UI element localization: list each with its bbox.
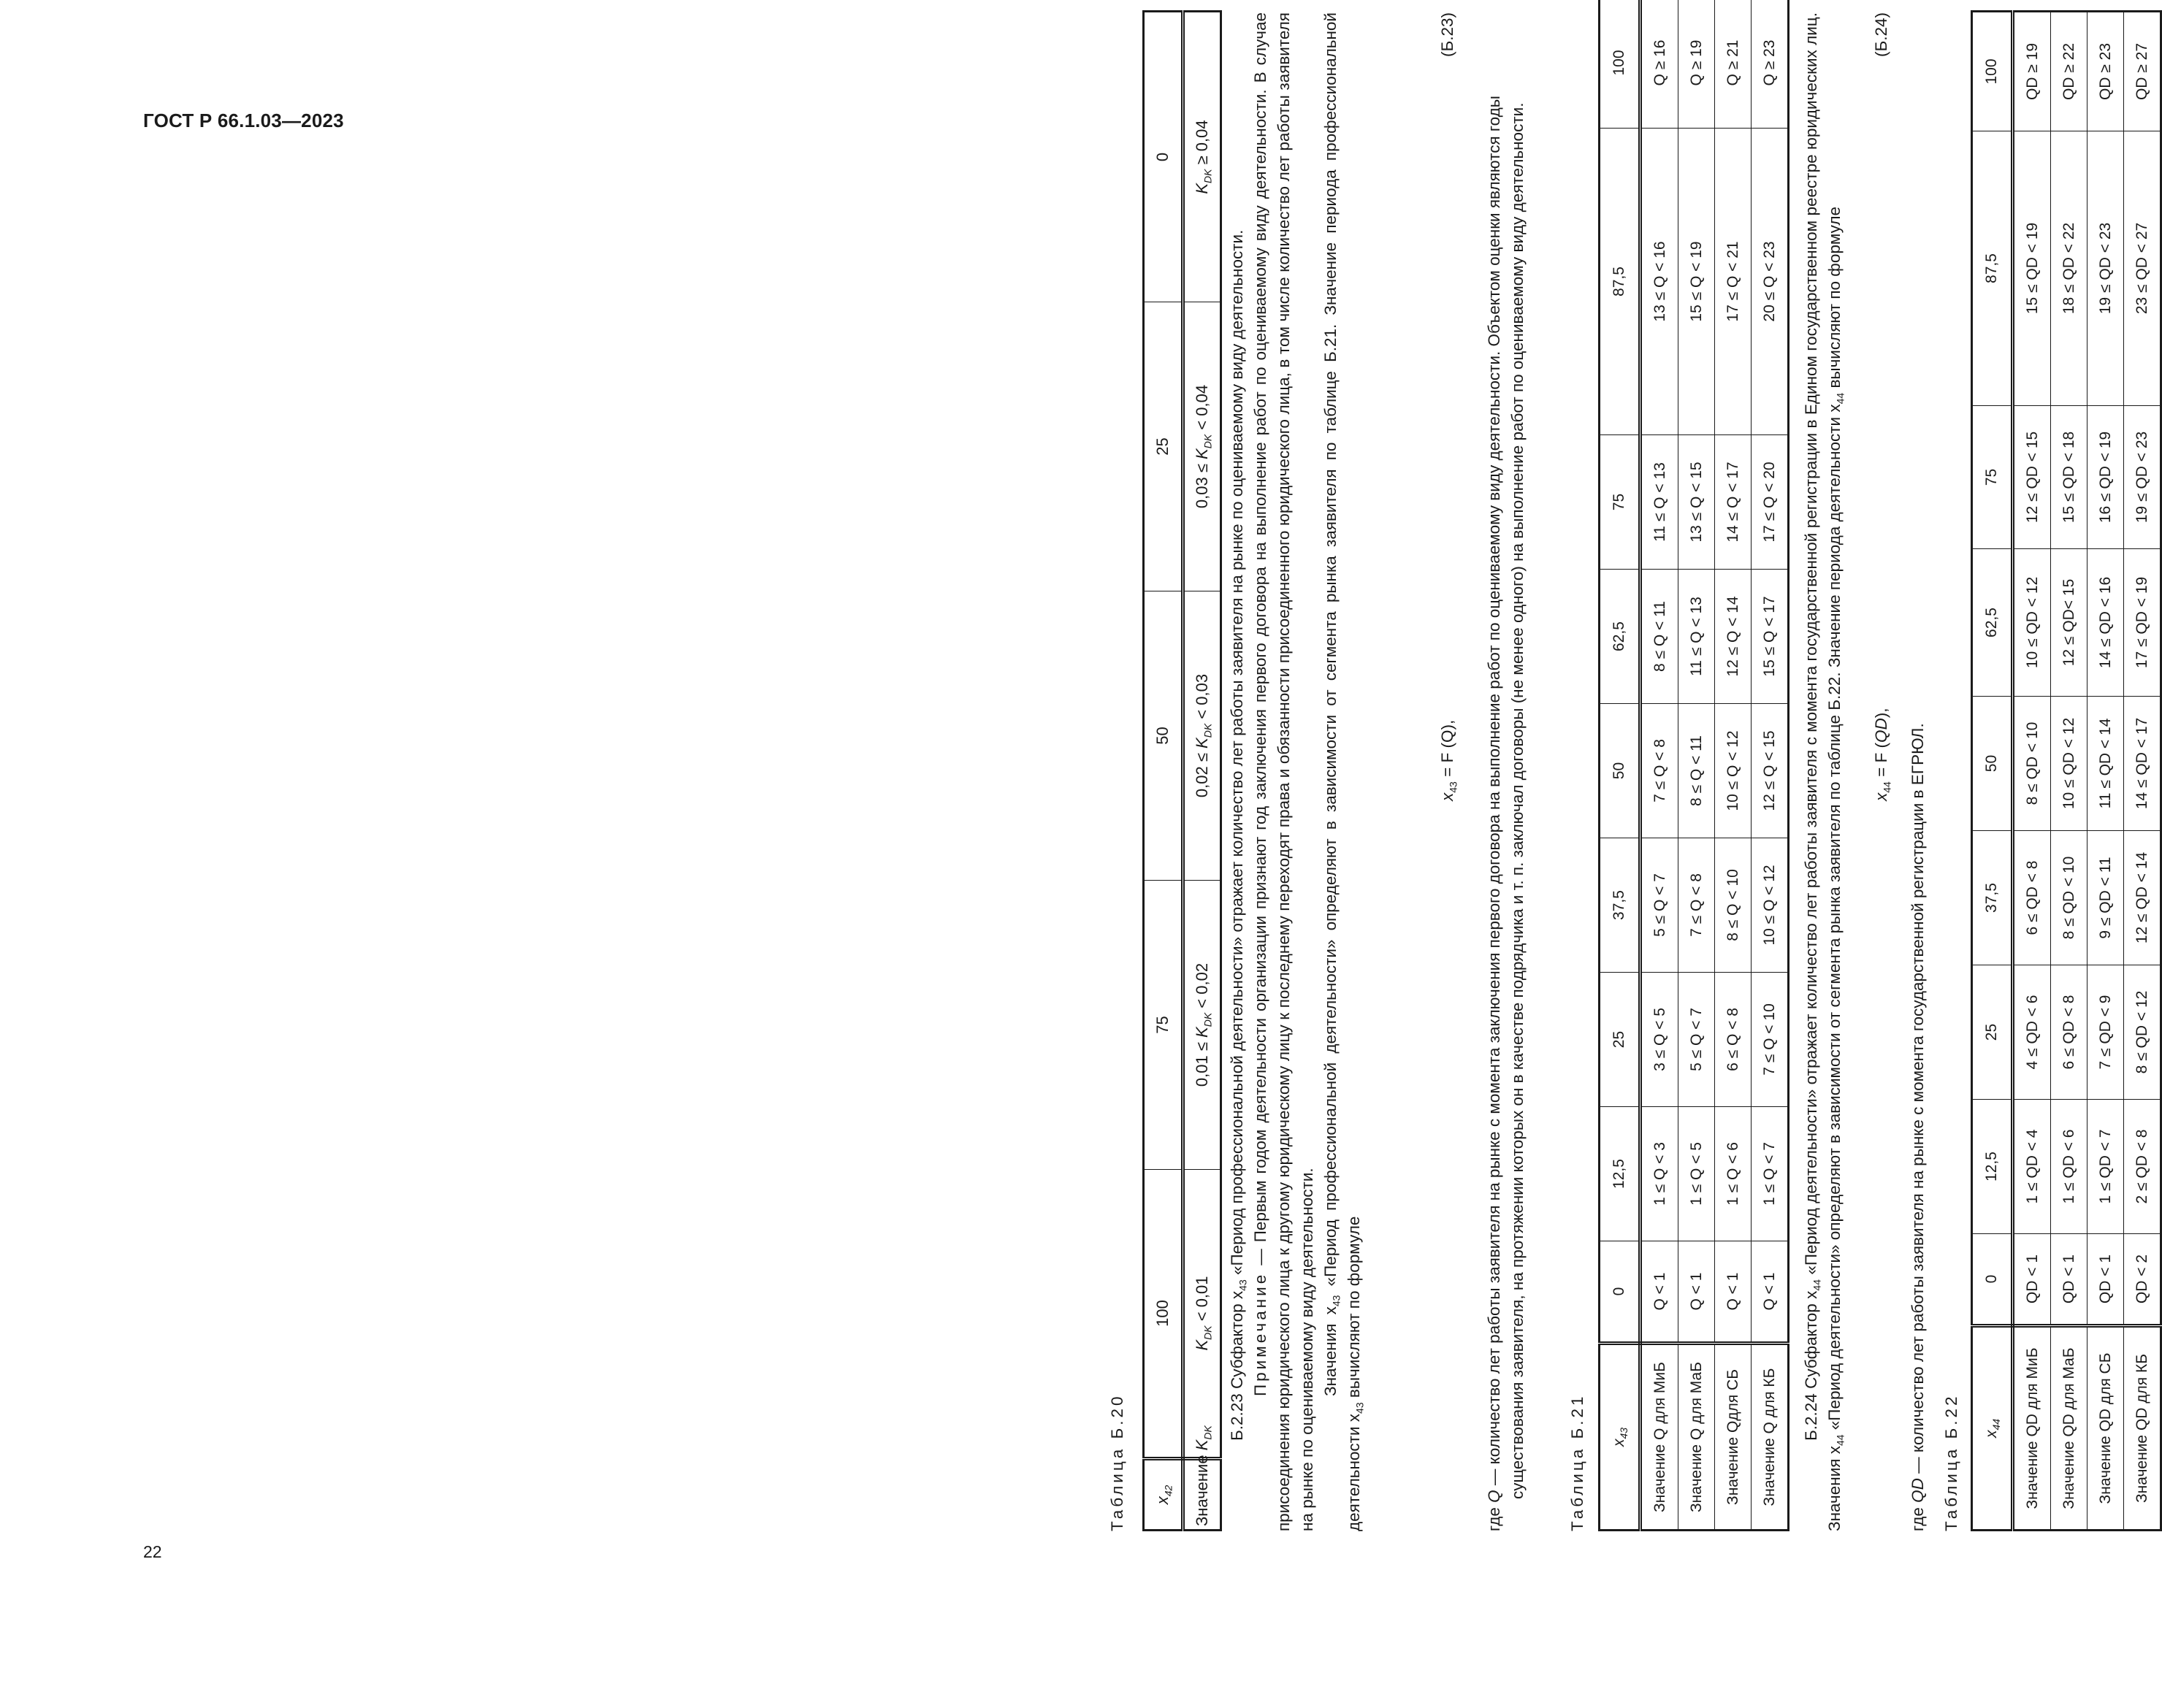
table-b20-score: 75 bbox=[1144, 881, 1183, 1170]
table-row bbox=[1715, 0, 1752, 1531]
table-b21-cell: 11 ≤ Q < 13 bbox=[1640, 435, 1678, 570]
table-b22-cell: 2 ≤ QD < 8 bbox=[2124, 1100, 2161, 1234]
table-b21-score: 25 bbox=[1600, 973, 1640, 1107]
table-b22-score: 87,5 bbox=[1972, 131, 2013, 406]
table-b22-header-row bbox=[1972, 12, 2013, 1531]
table-b20 bbox=[1142, 10, 1222, 1531]
table-b22-score: 37,5 bbox=[1972, 831, 2013, 965]
table-b22-score: 12,5 bbox=[1972, 1100, 2013, 1234]
table-b20-score: 0 bbox=[1144, 12, 1183, 302]
table-b21-cell: 1 ≤ Q < 3 bbox=[1640, 1107, 1678, 1241]
table-b22-cell: 19 ≤ QD < 23 bbox=[2124, 406, 2161, 549]
table-b21-cell: 14 ≤ Q < 17 bbox=[1715, 435, 1752, 570]
table-b21-cell: 17 ≤ Q < 21 bbox=[1715, 129, 1752, 435]
table-b20-caption: Таблица Б.20 bbox=[1108, 1393, 1126, 1531]
table-b21-score: 0 bbox=[1600, 1241, 1640, 1344]
formula-b24 bbox=[1870, 12, 1893, 1531]
table-b22-cell: 10 ≤ QD < 12 bbox=[2051, 697, 2087, 831]
table-b22-cell: QD < 1 bbox=[2087, 1234, 2124, 1326]
table-row bbox=[2051, 12, 2087, 1531]
table-b22-cell: 8 ≤ QD < 12 bbox=[2124, 965, 2161, 1100]
table-b21-cell: 17 ≤ Q < 20 bbox=[1752, 435, 1789, 570]
table-b21-cell: 13 ≤ Q < 15 bbox=[1678, 435, 1715, 570]
table-b22-cell: 16 ≤ QD < 19 bbox=[2087, 406, 2124, 549]
table-b21-cell: 7 ≤ Q < 8 bbox=[1640, 704, 1678, 838]
table-b22-score: 0 bbox=[1972, 1234, 2013, 1326]
table-b21-cell: 5 ≤ Q < 7 bbox=[1640, 838, 1678, 973]
table-b21-cell: Q ≥ 16 bbox=[1640, 0, 1678, 129]
table-b21-cell: 12 ≤ Q < 14 bbox=[1715, 570, 1752, 704]
table-b22-cell: 6 ≤ QD < 8 bbox=[2013, 831, 2051, 965]
section-b223-note: Примечание — Первым годом деятельности организации признают год заключения первого договора на выполнение работ по оцениваемому виду деятельности. В случае присоединения юридического лица к другому юридическому лицу к последнему переходят права и обязанности присоединенного юридического лица, в том числе количество лет работы заявителя на рынке по оцениваемому виду деятельности. bbox=[1251, 12, 1316, 1531]
formula-b24-where bbox=[1906, 12, 1930, 1531]
table-b22-cell: QD < 2 bbox=[2124, 1234, 2161, 1326]
table-b20-score: 25 bbox=[1144, 302, 1183, 591]
table-b22-cell: 17 ≤ QD < 19 bbox=[2124, 549, 2161, 697]
table-b21-cell: 10 ≤ Q < 12 bbox=[1715, 704, 1752, 838]
table-b22-cell: 8 ≤ QD < 10 bbox=[2051, 831, 2087, 965]
table-b21-cell: 12 ≤ Q < 15 bbox=[1752, 704, 1789, 838]
table-b21-header-row bbox=[1600, 0, 1640, 1531]
table-b21-row-label: Значение Q для КБ bbox=[1752, 1344, 1789, 1531]
table-b21-score: 62,5 bbox=[1600, 570, 1640, 704]
table-b20-cell: $0,02 \le K_{DK} < 0,03$ bbox=[1183, 591, 1221, 881]
table-b22-row-label: Значение QD для МаБ bbox=[2051, 1326, 2087, 1531]
table-row bbox=[1752, 0, 1789, 1531]
table-b21-cell: 7 ≤ Q < 8 bbox=[1678, 838, 1715, 973]
table-b21-score: 12,5 bbox=[1600, 1107, 1640, 1241]
table-row bbox=[2124, 12, 2161, 1531]
table-b22-cell: 8 ≤ QD < 10 bbox=[2013, 697, 2051, 831]
table-b22-cell: 12 ≤ QD< 15 bbox=[2051, 549, 2087, 697]
table-b20-value-row bbox=[1183, 12, 1221, 1531]
table-b22-cell: 14 ≤ QD < 16 bbox=[2087, 549, 2124, 697]
formula-b23-expression: $x_{43} = F$ (Q), bbox=[1438, 719, 1459, 801]
section-b223-paragraph: Значения $x_{43}$ «Период профессиональной деятельности» определяют в зависимости от сегмента рынка заявителя по таблице Б.21. Значение периода профессиональной деятельности $x_{43}$ вычисляют по формуле bbox=[1321, 12, 1366, 1531]
table-b22-x-label: $x_{44}$ bbox=[1972, 1326, 2013, 1531]
table-b21-cell: Q ≥ 19 bbox=[1678, 0, 1715, 129]
table-b22-cell: QD ≥ 23 bbox=[2087, 12, 2124, 131]
table-b22-cell: QD < 1 bbox=[2051, 1234, 2087, 1326]
table-b21-cell: Q < 1 bbox=[1678, 1241, 1715, 1344]
table-b21-cell: 1 ≤ Q < 5 bbox=[1678, 1107, 1715, 1241]
table-row bbox=[2087, 12, 2124, 1531]
formula-b23-where bbox=[1483, 12, 1529, 1531]
table-b22-score: 62,5 bbox=[1972, 549, 2013, 697]
table-b20-score: 50 bbox=[1144, 591, 1183, 881]
table-b22-cell: 12 ≤ QD < 14 bbox=[2124, 831, 2161, 965]
table-b21-x-label: $x_{43}$ bbox=[1600, 1344, 1640, 1531]
table-b22-cell: 6 ≤ QD < 8 bbox=[2051, 965, 2087, 1100]
formula-b23 bbox=[1436, 12, 1459, 1531]
table-b21-cell: 8 ≤ Q < 11 bbox=[1678, 704, 1715, 838]
table-b21 bbox=[1598, 0, 1789, 1531]
table-b21-cell: Q ≥ 23 bbox=[1752, 0, 1789, 129]
table-b21-cell: 6 ≤ Q < 8 bbox=[1715, 973, 1752, 1107]
table-b22-cell: 15 ≤ QD < 19 bbox=[2013, 131, 2051, 406]
table-b21-cell: 15 ≤ Q < 17 bbox=[1752, 570, 1789, 704]
table-b22-cell: QD ≥ 22 bbox=[2051, 12, 2087, 131]
table-b22-cell: 11 ≤ QD < 14 bbox=[2087, 697, 2124, 831]
table-b21-cell: Q < 1 bbox=[1752, 1241, 1789, 1344]
table-b22-cell: QD ≥ 19 bbox=[2013, 12, 2051, 131]
table-b21-cell: Q < 1 bbox=[1715, 1241, 1752, 1344]
table-b21-caption: Таблица Б.21 bbox=[1568, 1393, 1586, 1531]
table-row bbox=[1640, 0, 1678, 1531]
table-b22-cell: QD < 1 bbox=[2013, 1234, 2051, 1326]
table-b20-score: 100 bbox=[1144, 1170, 1183, 1459]
table-b22-caption: Таблица Б.22 bbox=[1942, 1393, 1960, 1531]
table-b21-cell: 13 ≤ Q < 16 bbox=[1640, 129, 1678, 435]
table-b20-cell: $K_{DK} \ge 0,04$ bbox=[1183, 12, 1221, 302]
table-b21-cell: 1 ≤ Q < 6 bbox=[1715, 1107, 1752, 1241]
formula-b24-expression: $x_{44} = F$ (QD), bbox=[1872, 708, 1893, 801]
table-b22-cell: QD ≥ 27 bbox=[2124, 12, 2161, 131]
section-b224-text bbox=[1800, 12, 1846, 1531]
table-b20-cell: $0,03 \le K_{DK} < 0,04$ bbox=[1183, 302, 1221, 591]
table-b22-cell: 12 ≤ QD < 15 bbox=[2013, 406, 2051, 549]
table-b22-score: 75 bbox=[1972, 406, 2013, 549]
table-b22-cell: 7 ≤ QD < 9 bbox=[2087, 965, 2124, 1100]
table-b21-cell: Q < 1 bbox=[1640, 1241, 1678, 1344]
table-b20-x-label: $x_{42}$ bbox=[1144, 1459, 1183, 1531]
formula-b24-where-text: где QD — количество лет работы заявителя на рынке с момента государственной регистрации в ЕГРЮЛ. bbox=[1909, 723, 1927, 1531]
document-code: ГОСТ Р 66.1.03—2023 bbox=[143, 110, 344, 131]
table-b20-cell: $0,01 \le K_{DK} < 0,02$ bbox=[1183, 881, 1221, 1170]
table-b22-cell: 9 ≤ QD < 11 bbox=[2087, 831, 2124, 965]
table-b22-cell: 18 ≤ QD < 22 bbox=[2051, 131, 2087, 406]
table-b21-row-label: Значение Q для МаБ bbox=[1678, 1344, 1715, 1531]
section-b224-paragraph: Б.2.24 Субфактор $x_{44}$ «Период деятельности» отражает количество лет работы заявителя с момента государственной регистрации в Едином государственном реестре юридических лиц. Значения $x_{44}$ «Период деятельности» определяют в зависимости от сегмента рынка заявителя по таблице Б.22. Значение периода деятельности $x_{44}$ вычисляют по формуле bbox=[1802, 12, 1846, 1531]
table-b21-score: 37,5 bbox=[1600, 838, 1640, 973]
table-b21-cell: 11 ≤ Q < 13 bbox=[1678, 570, 1715, 704]
table-b22-row-label: Значение QD для КБ bbox=[2124, 1326, 2161, 1531]
rotated-page-content bbox=[1108, 12, 2150, 1531]
table-b22-cell: 1 ≤ QD < 4 bbox=[2013, 1100, 2051, 1234]
table-b22-score: 100 bbox=[1972, 12, 2013, 131]
table-b21-score: 100 bbox=[1600, 0, 1640, 129]
table-b21-row-label: Значение Q для МиБ bbox=[1640, 1344, 1678, 1531]
table-b20-cell: $K_{DK} < 0,01$ bbox=[1183, 1170, 1221, 1459]
table-b21-score: 75 bbox=[1600, 435, 1640, 570]
table-row bbox=[1678, 0, 1715, 1531]
formula-b24-number: (Б.24) bbox=[1872, 12, 1890, 58]
table-b21-cell: 7 ≤ Q < 10 bbox=[1752, 973, 1789, 1107]
table-b22 bbox=[1971, 10, 2162, 1531]
table-b22-cell: 10 ≤ QD < 12 bbox=[2013, 549, 2051, 697]
page-number: 22 bbox=[143, 1542, 162, 1561]
table-b20-header-row bbox=[1144, 12, 1183, 1531]
table-b21-cell: 8 ≤ Q < 10 bbox=[1715, 838, 1752, 973]
table-b21-cell: 8 ≤ Q < 11 bbox=[1640, 570, 1678, 704]
table-b22-cell: 19 ≤ QD < 23 bbox=[2087, 131, 2124, 406]
table-b22-cell: 1 ≤ QD < 7 bbox=[2087, 1100, 2124, 1234]
table-b22-cell: 23 ≤ QD < 27 bbox=[2124, 131, 2161, 406]
table-b21-score: 87,5 bbox=[1600, 129, 1640, 435]
table-b22-score: 50 bbox=[1972, 697, 2013, 831]
table-b22-cell: 4 ≤ QD < 6 bbox=[2013, 965, 2051, 1100]
table-b22-row-label: Значение QD для МиБ bbox=[2013, 1326, 2051, 1531]
table-b21-cell: 3 ≤ Q < 5 bbox=[1640, 973, 1678, 1107]
section-b223-paragraph: Б.2.23 Субфактор $x_{43}$ «Период профессиональной деятельности» отражает количество лет работы заявителя на рынке по оцениваемому виду деятельности. bbox=[1228, 229, 1249, 1441]
formula-b23-where-text: где Q — количество лет работы заявителя на рынке с момента заключения первого договора на выполнение работ по оцениваемому виду деятельности. Объектом оценки являются годы существования заявителя, на протяжении которых он в качестве подрядчика и т. п. заключал договоры (не менее одного) на выполнение работ по оцениваемому виду деятельности. bbox=[1485, 96, 1527, 1531]
table-b22-cell: 1 ≤ QD < 6 bbox=[2051, 1100, 2087, 1234]
section-b223-text bbox=[1226, 12, 1366, 1531]
table-b21-cell: Q ≥ 21 bbox=[1715, 0, 1752, 129]
table-b21-cell: 15 ≤ Q < 19 bbox=[1678, 129, 1715, 435]
table-b20-values-label: Значение $K_{DK}$ bbox=[1183, 1459, 1221, 1531]
table-b21-cell: 1 ≤ Q < 7 bbox=[1752, 1107, 1789, 1241]
table-b21-cell: 5 ≤ Q < 7 bbox=[1678, 973, 1715, 1107]
table-b21-score: 50 bbox=[1600, 704, 1640, 838]
table-row bbox=[2013, 12, 2051, 1531]
table-b22-score: 25 bbox=[1972, 965, 2013, 1100]
table-b22-cell: 14 ≤ QD < 17 bbox=[2124, 697, 2161, 831]
table-b21-cell: 10 ≤ Q < 12 bbox=[1752, 838, 1789, 973]
table-b21-row-label: Значение Qдля СБ bbox=[1715, 1344, 1752, 1531]
table-b22-cell: 15 ≤ QD < 18 bbox=[2051, 406, 2087, 549]
table-b21-cell: 20 ≤ Q < 23 bbox=[1752, 129, 1789, 435]
table-b22-row-label: Значение QD для СБ bbox=[2087, 1326, 2124, 1531]
formula-b23-number: (Б.23) bbox=[1438, 12, 1456, 58]
